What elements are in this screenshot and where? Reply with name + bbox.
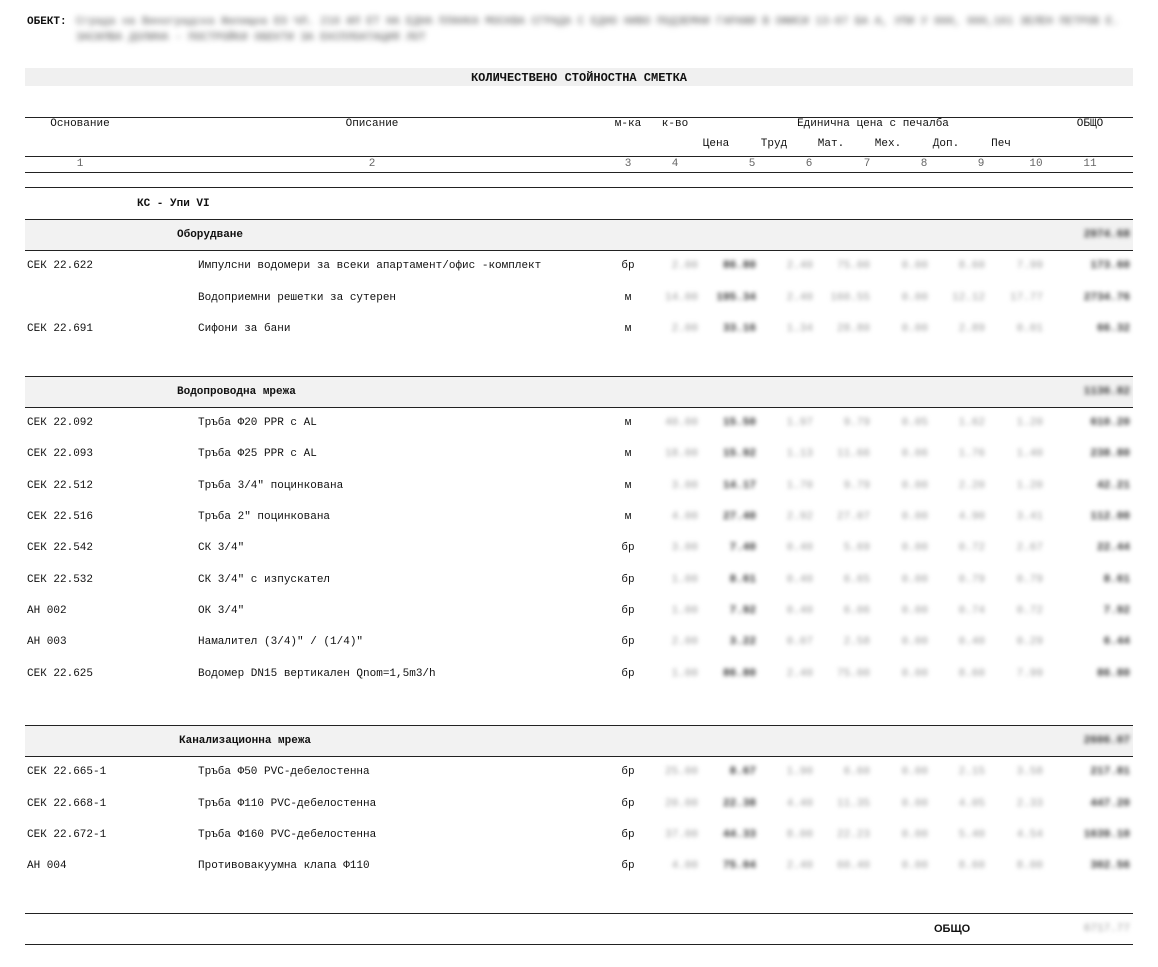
col-additional-header: Доп.	[932, 138, 960, 150]
row-value: 1.00	[671, 668, 698, 680]
col-number-1: 1	[76, 158, 84, 170]
row-value: 3.22	[729, 636, 756, 648]
row-value: 2.89	[958, 323, 985, 335]
col-number-9: 9	[977, 158, 985, 170]
row-value: 27.07	[836, 511, 870, 523]
row-value: 0.40	[786, 542, 813, 554]
row-value: 20.00	[664, 798, 698, 810]
row-description: Водомер DN15 вертикален Qnom=1,5m3/h	[198, 668, 436, 680]
group-title: КС - Упи VI	[137, 198, 210, 210]
col-number-3: 3	[624, 158, 632, 170]
row-value: 1.34	[786, 323, 813, 335]
row-value: 8.61	[729, 574, 756, 586]
row-value: 3.00	[671, 480, 698, 492]
row-value: 0.07	[786, 636, 813, 648]
row-value: 11.66	[836, 448, 870, 460]
grand-total-value: 6717.77	[1083, 923, 1130, 935]
row-value: 0.00	[901, 829, 928, 841]
row-value: 1.90	[786, 766, 813, 778]
col-mechanization-header: Мех.	[874, 138, 902, 150]
row-description: Сифони за бани	[198, 323, 291, 335]
row-value: 0.00	[901, 636, 928, 648]
header-bottom-rule	[25, 172, 1133, 173]
col-number-6: 6	[805, 158, 813, 170]
row-unit: бр	[621, 636, 635, 648]
row-value: 8.60	[958, 260, 985, 272]
row-value: 86.80	[722, 668, 756, 680]
row-value: 8.60	[958, 668, 985, 680]
row-unit: бр	[621, 668, 635, 680]
row-description: ОК 3/4"	[198, 605, 245, 617]
row-value: 1.00	[671, 605, 698, 617]
row-value: 33.16	[722, 323, 756, 335]
row-code: СЕК 22.093	[27, 448, 94, 460]
row-value: 0.00	[901, 292, 928, 304]
col-unit-header: м-ка	[614, 118, 642, 130]
col-qty-header: к-во	[661, 118, 689, 130]
row-value: 6.65	[843, 574, 870, 586]
row-unit: м	[624, 480, 632, 492]
row-value: 2.00	[671, 323, 698, 335]
row-value: 4.90	[958, 511, 985, 523]
row-value: 0.40	[786, 574, 813, 586]
row-code: СЕК 22.516	[27, 511, 94, 523]
row-value: 75.00	[836, 260, 870, 272]
row-value: 2.00	[671, 636, 698, 648]
row-description: Тръба Ф20 PPR с AL	[198, 417, 317, 429]
section-title: Водопроводна мрежа	[177, 386, 296, 398]
row-value: 0.29	[1016, 636, 1043, 648]
row-value: 22.23	[836, 829, 870, 841]
row-unit: м	[624, 417, 632, 429]
row-value: 25.00	[664, 766, 698, 778]
row-unit: м	[624, 323, 632, 335]
row-value: 0.00	[901, 574, 928, 586]
row-total: 217.81	[1090, 766, 1130, 778]
section-bottom-rule	[25, 250, 1133, 251]
row-unit: бр	[621, 766, 635, 778]
section-top-rule	[25, 725, 1133, 726]
row-description: Тръба Ф25 PPR с AL	[198, 448, 317, 460]
row-value: 1.00	[671, 574, 698, 586]
col-number-4: 4	[671, 158, 679, 170]
row-code: СЕК 22.092	[27, 417, 94, 429]
row-value: 0.00	[901, 480, 928, 492]
col-total-header: ОБЩО	[1076, 118, 1104, 130]
row-value: 27.40	[722, 511, 756, 523]
row-value: 0.79	[958, 574, 985, 586]
row-description: Противовакуумна клапа Ф110	[198, 860, 370, 872]
col-number-5: 5	[748, 158, 756, 170]
row-unit: бр	[621, 798, 635, 810]
section-bottom-rule	[25, 756, 1133, 757]
row-code: СЕК 22.668-1	[27, 798, 107, 810]
row-total: 6.44	[1103, 636, 1130, 648]
row-value: 4.05	[958, 798, 985, 810]
row-value: 7.99	[1016, 668, 1043, 680]
row-value: 0.74	[958, 605, 985, 617]
row-description: Тръба Ф50 PVC-дебелостенна	[198, 766, 370, 778]
object-text: Сграда на Виноградска Жилищна ЕО ЧЛ. 216 ИЛ ЕТ НА ЕДНА ПЛАНКА МОСКВА СГРАДА С ЕДНО НИВО ПОДЗЕМНИ ГАРАЖИ В ОФИСИ 13-07 БА А, УПИ У 000, 000,161 ЗЕЛЕН ПЕТРОВ Е. ЗАСИЛВА ДОЛИНА - ПОСТРОЙКИ ОБЕКТИ ЗА ЕКСПЛОАТАЦИЯ ЛОТ	[76, 16, 1119, 44]
row-value: 3.41	[1016, 511, 1043, 523]
row-value: 75.00	[836, 668, 870, 680]
row-value: 0.00	[901, 260, 928, 272]
row-value: 28.80	[836, 323, 870, 335]
row-value: 2.20	[958, 480, 985, 492]
section-title: Оборудване	[177, 229, 244, 241]
row-code: СЕК 22.665-1	[27, 766, 107, 778]
row-value: 15.50	[722, 417, 756, 429]
row-code: СЕК 22.625	[27, 668, 94, 680]
row-value: 0.00	[901, 766, 928, 778]
row-total: 42.21	[1096, 480, 1130, 492]
row-code: СЕК 22.622	[27, 260, 94, 272]
row-value: 22.38	[722, 798, 756, 810]
row-value: 7.92	[729, 605, 756, 617]
row-unit: бр	[621, 860, 635, 872]
row-value: 160.55	[830, 292, 870, 304]
group-top-rule	[25, 187, 1133, 188]
row-value: 2.40	[786, 860, 813, 872]
row-value: 1.20	[1016, 417, 1043, 429]
row-value: 0.79	[1016, 574, 1043, 586]
row-value: 8.00	[1016, 860, 1043, 872]
row-value: 195.34	[716, 292, 756, 304]
row-code: СЕК 22.691	[27, 323, 94, 335]
section-title: Канализационна мрежа	[179, 735, 312, 747]
row-value: 0.72	[1016, 605, 1043, 617]
row-value: 0.40	[958, 636, 985, 648]
row-value: 0.00	[901, 860, 928, 872]
row-value: 0.00	[901, 323, 928, 335]
row-value: 2.92	[786, 511, 813, 523]
row-total: 8.61	[1103, 574, 1130, 586]
col-basis-header: Основание	[50, 118, 110, 130]
col-description-header: Описание	[345, 118, 399, 130]
row-value: 0.40	[786, 605, 813, 617]
section-total: 2606.07	[1083, 735, 1130, 747]
col-material-header: Мат.	[817, 138, 845, 150]
row-value: 0.00	[901, 511, 928, 523]
row-value: 40.00	[664, 417, 698, 429]
row-value: 4.00	[671, 511, 698, 523]
row-value: 4.40	[786, 798, 813, 810]
row-value: 8.67	[729, 766, 756, 778]
row-total: 66.32	[1096, 323, 1130, 335]
row-value: 12.12	[951, 292, 985, 304]
row-unit: м	[624, 448, 632, 460]
row-value: 5.69	[843, 542, 870, 554]
row-unit: бр	[621, 829, 635, 841]
col-price-header: Цена	[702, 138, 730, 150]
row-value: 1.40	[1016, 448, 1043, 460]
grand-total-label: ОБЩО	[934, 923, 971, 935]
row-value: 0.00	[901, 798, 928, 810]
row-value: 0.00	[901, 605, 928, 617]
row-value: 0.01	[1016, 323, 1043, 335]
row-value: 2.33	[1016, 798, 1043, 810]
row-description: Тръба Ф160 PVC-дебелостенна	[198, 829, 377, 841]
row-unit: бр	[621, 260, 635, 272]
row-value: 2.15	[958, 766, 985, 778]
row-unit: м	[624, 292, 632, 304]
row-unit: м	[624, 511, 632, 523]
row-unit: бр	[621, 542, 635, 554]
row-value: 3.00	[671, 542, 698, 554]
row-value: 37.00	[664, 829, 698, 841]
col-number-7: 7	[863, 158, 871, 170]
section-total: 2974.68	[1083, 229, 1130, 241]
col-number-10: 10	[1029, 158, 1043, 170]
row-value: 0.72	[958, 542, 985, 554]
row-description: СК 3/4"	[198, 542, 245, 554]
row-code: АН 002	[27, 605, 67, 617]
row-value: 8.60	[958, 860, 985, 872]
row-value: 1.62	[958, 417, 985, 429]
row-total: 238.80	[1090, 448, 1130, 460]
row-value: 0.06	[901, 448, 928, 460]
row-value: 4.54	[1016, 829, 1043, 841]
row-value: 3.58	[1016, 766, 1043, 778]
row-value: 5.40	[958, 829, 985, 841]
row-total: 7.92	[1103, 605, 1130, 617]
col-labor-header: Труд	[760, 138, 788, 150]
row-description: Тръба Ф110 PVC-дебелостенна	[198, 798, 377, 810]
row-description: СК 3/4" с изпускател	[198, 574, 331, 586]
row-total: 22.44	[1096, 542, 1130, 554]
row-value: 44.33	[722, 829, 756, 841]
row-total: 447.20	[1090, 798, 1130, 810]
row-value: 1.76	[958, 448, 985, 460]
row-value: 75.04	[722, 860, 756, 872]
row-total: 610.20	[1090, 417, 1130, 429]
row-value: 7.40	[729, 542, 756, 554]
section-bottom-rule	[25, 407, 1133, 408]
col-unit-price-header: Единична цена с печалба	[797, 118, 949, 130]
row-code: СЕК 22.512	[27, 480, 94, 492]
row-value: 14.00	[664, 292, 698, 304]
row-value: 0.00	[901, 668, 928, 680]
section-total: 1136.82	[1083, 386, 1130, 398]
row-value: 60.40	[836, 860, 870, 872]
row-value: 2.67	[1016, 542, 1043, 554]
row-description: Импулсни водомери за всеки апартамент/офис -комплект	[198, 260, 542, 272]
row-value: 18.00	[664, 448, 698, 460]
row-value: 14.17	[722, 480, 756, 492]
row-value: 86.80	[722, 260, 756, 272]
row-code: АН 004	[27, 860, 67, 872]
row-description: Водоприемни решетки за сутерен	[198, 292, 397, 304]
row-description: Тръба 2" поцинкована	[198, 511, 331, 523]
col-number-11: 11	[1083, 158, 1097, 170]
row-value: 9.79	[843, 480, 870, 492]
col-number-8: 8	[920, 158, 928, 170]
row-value: 1.70	[786, 480, 813, 492]
col-profit-header: Печ	[991, 138, 1011, 150]
row-total: 173.60	[1090, 260, 1130, 272]
object-label: ОБЕКТ:	[27, 16, 67, 28]
row-value: 2.40	[786, 260, 813, 272]
document-title: КОЛИЧЕСТВЕНО СТОЙНОСТНА СМЕТКА	[470, 71, 688, 85]
header-mid-rule	[25, 156, 1133, 157]
row-value: 0.00	[901, 542, 928, 554]
row-unit: бр	[621, 574, 635, 586]
footer-top-rule	[25, 913, 1133, 914]
section-top-rule	[25, 219, 1133, 220]
row-code: СЕК 22.672-1	[27, 829, 107, 841]
row-total: 1639.10	[1083, 829, 1130, 841]
row-description: Намалител (3/4)" / (1/4)"	[198, 636, 364, 648]
row-value: 17.77	[1009, 292, 1043, 304]
row-code: СЕК 22.532	[27, 574, 94, 586]
row-value: 0.05	[901, 417, 928, 429]
row-value: 1.13	[786, 448, 813, 460]
row-value: 2.00	[671, 260, 698, 272]
row-unit: бр	[621, 605, 635, 617]
row-code: СЕК 22.542	[27, 542, 94, 554]
row-value: 2.40	[786, 292, 813, 304]
row-value: 11.35	[836, 798, 870, 810]
row-value: 15.92	[722, 448, 756, 460]
row-total: 2734.76	[1083, 292, 1130, 304]
footer-bottom-rule	[25, 944, 1133, 945]
row-value: 7.99	[1016, 260, 1043, 272]
row-total: 112.00	[1090, 511, 1130, 523]
row-value: 9.79	[843, 417, 870, 429]
row-value: 2.58	[843, 636, 870, 648]
row-code: АН 003	[27, 636, 67, 648]
row-total: 302.56	[1090, 860, 1130, 872]
section-top-rule	[25, 376, 1133, 377]
row-total: 86.80	[1096, 668, 1130, 680]
row-value: 1.20	[1016, 480, 1043, 492]
row-value: 1.97	[786, 417, 813, 429]
row-value: 6.06	[843, 605, 870, 617]
row-value: 2.40	[786, 668, 813, 680]
row-description: Тръба 3/4" поцинкована	[198, 480, 344, 492]
row-value: 8.00	[786, 829, 813, 841]
row-value: 4.00	[671, 860, 698, 872]
row-value: 6.60	[843, 766, 870, 778]
col-number-2: 2	[368, 158, 376, 170]
